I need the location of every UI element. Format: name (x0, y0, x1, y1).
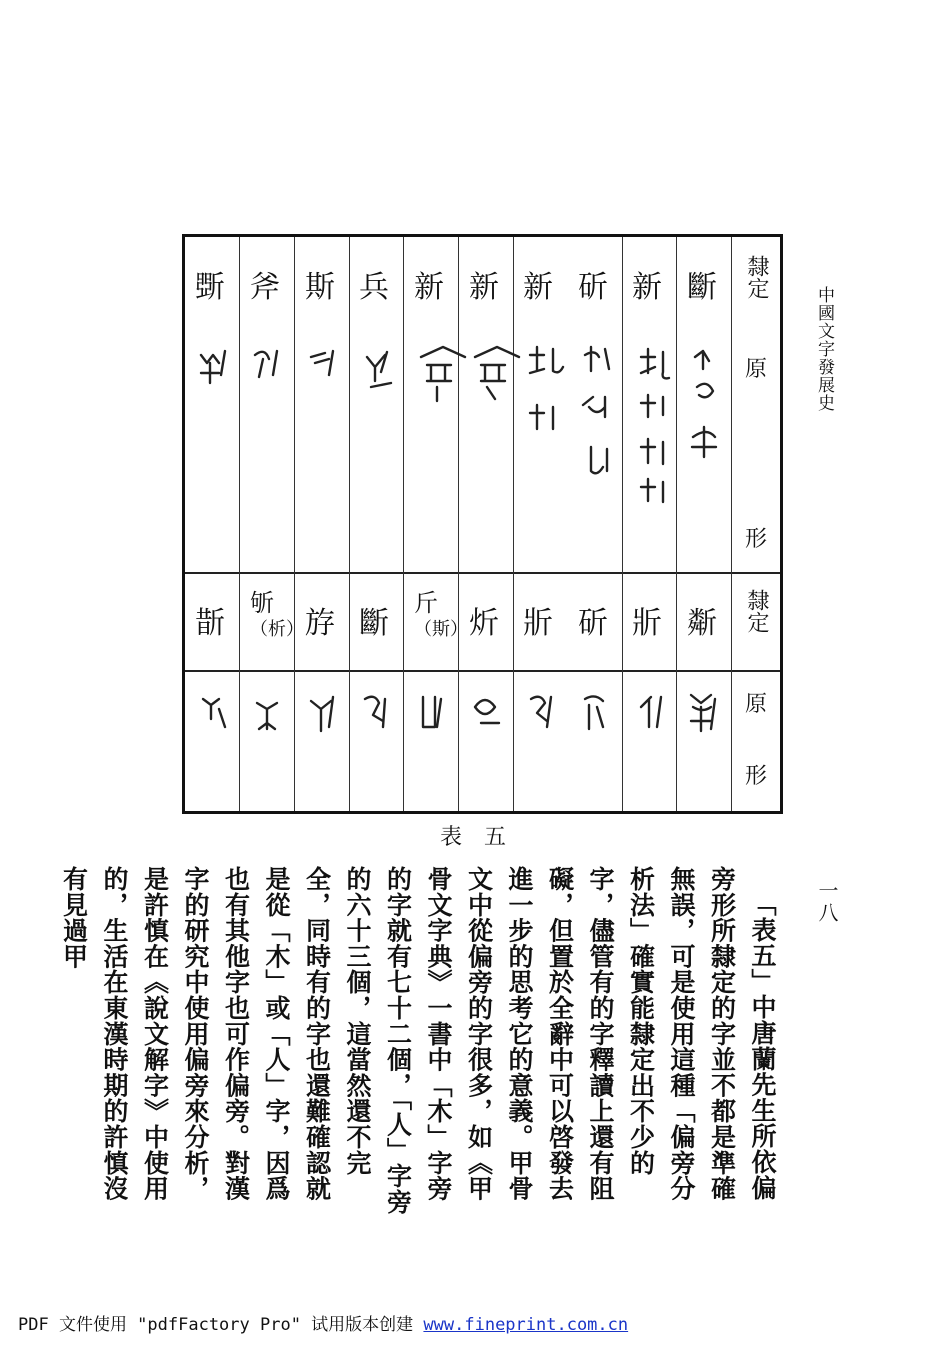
body-text (59, 866, 782, 1216)
body-paragraph: 「表五」中唐蘭先生所依偏旁形所隸定的字並不都是準確無誤，可是使用這種「偏旁分析法」確實能隸定出不少的字，儘管有的字釋讀上還有阻礙，但置於全辭中可以啓發去進一步的思考它的意義。甲骨文中從偏旁的字很多，如《甲骨文字典》一書中「木」字旁的字就有七十二個，「人」字旁的六十三個，這當然還不完全，同時有的字也還難確認就是從「木」或「人」字，因爲也有其他字也可作偏旁。對漢字的研究中使用偏旁來分析，是許慎在《說文解字》中使用的，生活在東漢時期的許慎沒有見過甲 (59, 866, 777, 1215)
top-lishu-char: 斯 (305, 270, 335, 305)
top-lishu-char: 新 (414, 270, 444, 305)
oracle-glyph (691, 695, 715, 731)
oracle-glyph (475, 347, 519, 399)
page-number: 一八 (815, 880, 839, 924)
oracle-glyph (423, 697, 441, 727)
bottom-lishu-char: 斮 (195, 606, 225, 641)
running-title: 中國文字發展史 (814, 286, 834, 412)
footer-link[interactable]: www.fineprint.com.cn (423, 1315, 629, 1335)
header-original: 原 (745, 692, 768, 717)
oracle-glyph (365, 697, 385, 727)
top-lishu-char: 斧 (250, 270, 280, 305)
footer-text: PDF 文件使用 "pdfFactory Pro" 试用版本创建 (18, 1315, 414, 1335)
oracle-glyph (641, 697, 661, 727)
bottom-lishu-annotation: （析） (250, 619, 304, 640)
oracle-glyph (257, 703, 277, 729)
top-lishu-char: 斲 (195, 270, 225, 305)
oracle-glyph (201, 351, 225, 383)
header-original: 原 (745, 357, 768, 382)
top-lishu-char: 斫 (578, 270, 608, 305)
bottom-lishu-char: 斷 (359, 606, 389, 641)
oracle-bone-forms (185, 237, 786, 817)
oracle-glyph (421, 347, 465, 401)
bottom-lishu-char: 斪 (250, 589, 274, 617)
oracle-glyph (641, 349, 669, 502)
oracle-glyph (585, 696, 603, 729)
oracle-glyph (530, 347, 563, 429)
table-five (182, 234, 783, 814)
oracle-glyph (311, 697, 333, 731)
bottom-lishu-char: 斨 (523, 606, 553, 641)
oracle-glyph (311, 351, 333, 375)
top-lishu-char: 新 (469, 270, 499, 305)
top-lishu-char: 新 (523, 270, 553, 305)
top-lishu-char: 斷 (687, 270, 717, 305)
header-form: 形 (745, 764, 768, 789)
header-lishu: 隸定 (744, 589, 769, 633)
header-form: 形 (745, 527, 768, 552)
oracle-glyph (255, 351, 277, 377)
bottom-lishu-char: 斨 (632, 606, 662, 641)
header-lishu: 隸定 (744, 255, 769, 299)
oracle-glyph (531, 697, 551, 727)
oracle-glyph (203, 699, 225, 727)
bottom-lishu-char: 斴 (687, 606, 717, 641)
table-caption: 表五 (440, 825, 529, 850)
pdf-footer (18, 1310, 628, 1335)
bottom-lishu-char: 斤 (414, 589, 438, 617)
bottom-lishu-char: 炘 (469, 606, 499, 641)
oracle-glyph (367, 352, 391, 387)
bottom-lishu-annotation: （斯） (414, 619, 468, 640)
oracle-glyph (583, 347, 609, 473)
top-lishu-char: 兵 (359, 270, 389, 305)
oracle-glyph (692, 351, 716, 457)
bottom-lishu-char: 斫 (578, 606, 608, 641)
bottom-lishu-char: 斿 (305, 606, 335, 641)
top-lishu-char: 新 (632, 270, 662, 305)
oracle-glyph (475, 700, 499, 723)
